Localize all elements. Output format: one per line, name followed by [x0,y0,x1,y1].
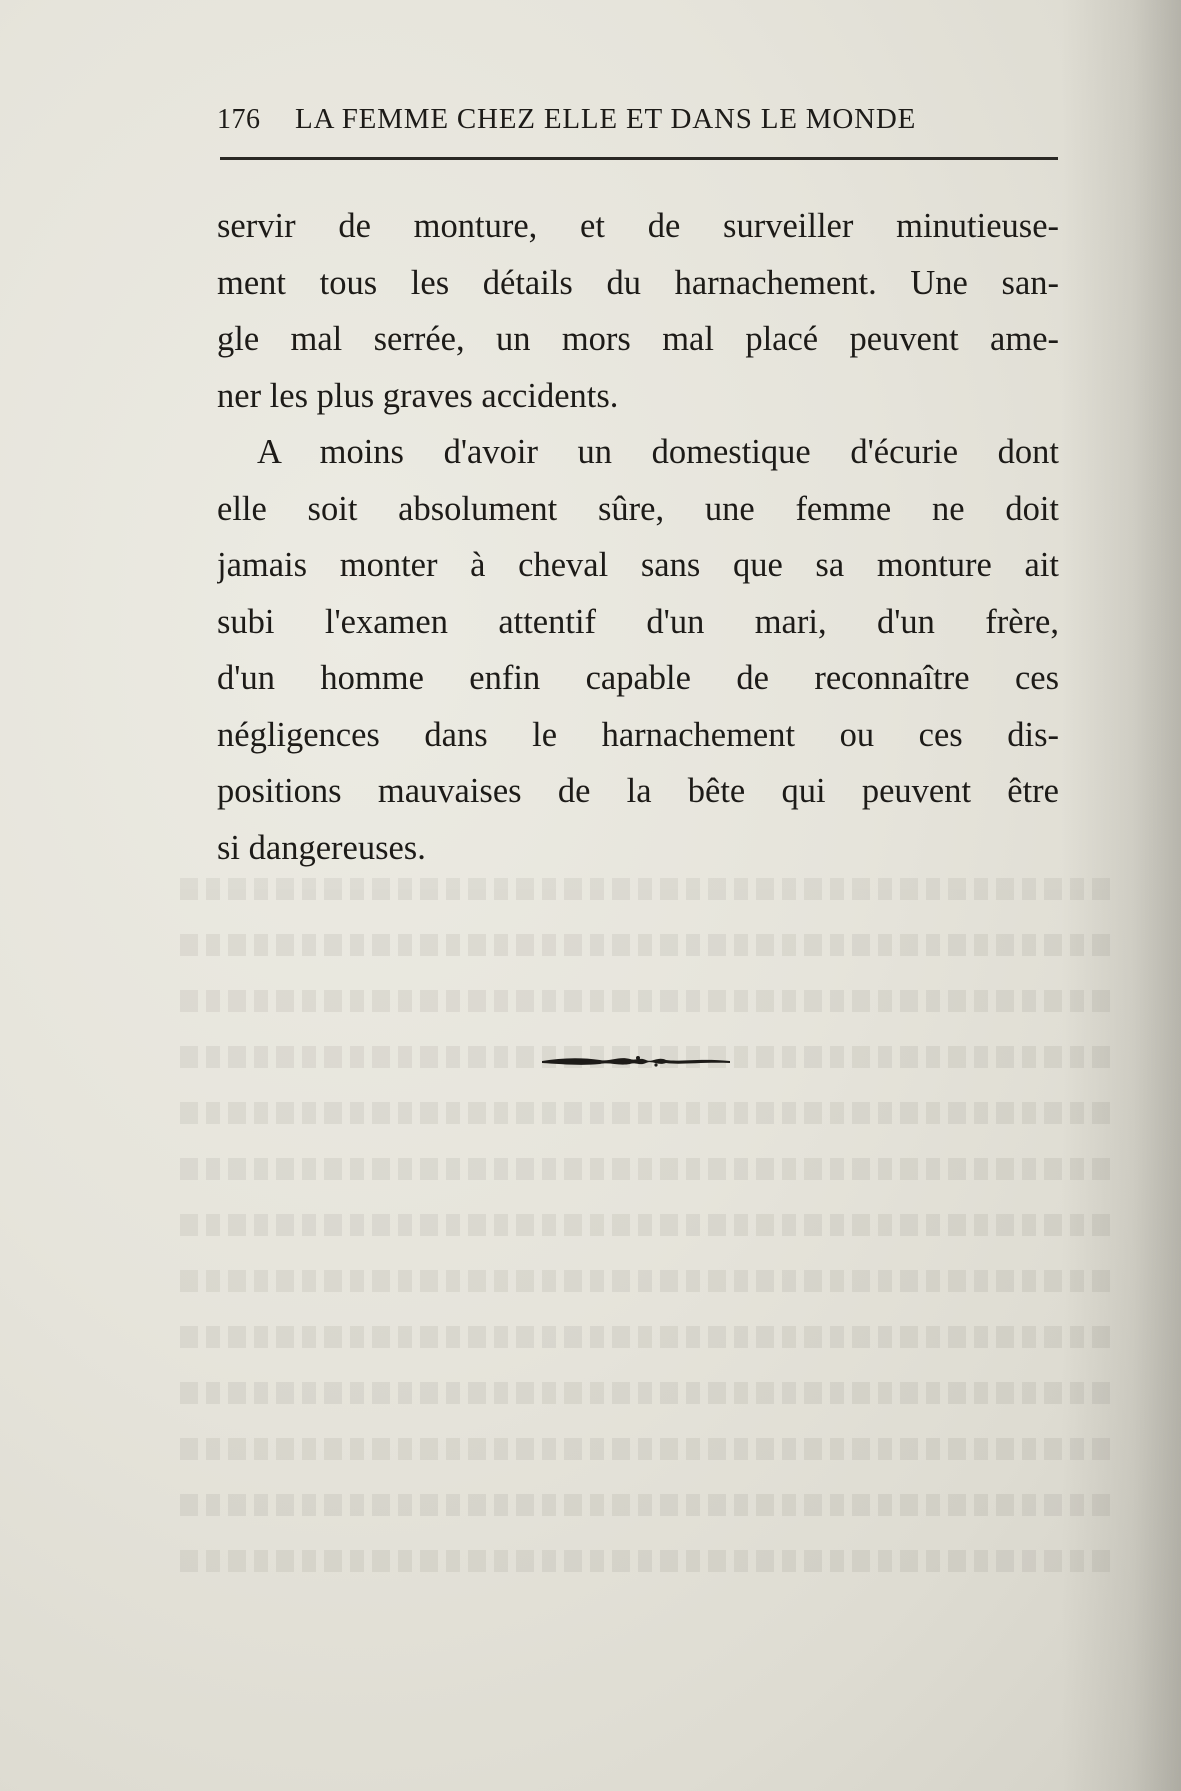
paragraph-2 [217,424,1059,876]
text-line: servir de monture, et de surveiller minutieuse- [217,207,1059,245]
body-text [217,198,1059,876]
text-line: négligences dans le harnachement ou ces dis- [217,715,1059,754]
text-line: elle soit absolument sûre, une femme ne doit [217,489,1059,528]
text-line: A moins d'avoir un domestique d'écurie dont [257,433,1059,471]
running-head [217,103,1057,143]
paragraph-1 [217,198,1059,424]
fleuron-ornament-icon [540,1054,732,1068]
show-through-text [180,860,1110,1640]
text-line: gle mal serrée, un mors mal placé peuvent ame- [217,320,1059,358]
text-line: d'un homme enfin capable de reconnaître ces [217,659,1059,697]
page-number: 176 [217,104,261,135]
text-line: si dangereuses. [217,828,426,867]
text-line: positions mauvaises de la bête qui peuvent être [217,772,1059,810]
text-line: jamais monter à cheval sans que sa monture ait [217,546,1059,584]
header-rule [220,157,1058,160]
text-line: ment tous les détails du harnachement. Une san- [217,263,1059,302]
running-title: LA FEMME CHEZ ELLE ET DANS LE MONDE [295,103,917,135]
text-line: subi l'examen attentif d'un mari, d'un frère, [217,602,1059,641]
text-line: ner les plus graves accidents. [217,376,619,415]
